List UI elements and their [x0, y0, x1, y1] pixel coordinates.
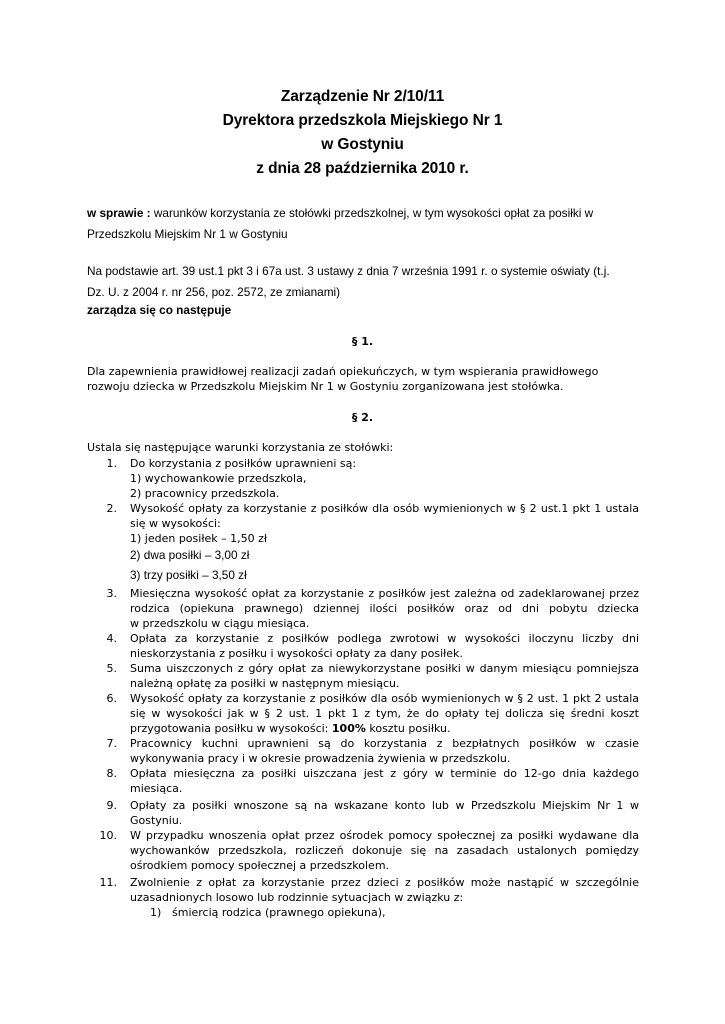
- list-subitem-number: 1): [150, 906, 162, 919]
- list-item-9-line: Opłaty za posiłki wnoszone są na wskazane konto lub w Przedszkolu Miejskim Nr 1 w: [130, 799, 639, 812]
- list-item-number: 9.: [106, 799, 117, 812]
- list-item-number: 3.: [106, 587, 117, 600]
- list-item-number: 11.: [99, 876, 117, 889]
- list-item-6-text: kosztu posiłku.: [365, 722, 451, 735]
- list-item-10-line: ośrodkiem pomocy społecznej a przedszkolem.: [130, 859, 390, 872]
- section-1-line-2: rozwoju dziecka w Przedszkolu Miejskim Nr 1 w Gostyniu zorganizowana jest stołówka.: [87, 380, 564, 393]
- list-item-3-line: Miesięczna wysokość opłat za korzystanie z posiłków jest zależna od zadeklarowanej przez: [130, 587, 639, 600]
- subject-line-1: [87, 206, 593, 220]
- section-1-heading: § 1.: [351, 335, 374, 348]
- list-subitem: 3) trzy posiłki – 3,50 zł: [130, 568, 247, 582]
- list-item-6-line: [130, 722, 451, 735]
- document-title-line-2: Dyrektora przedszkola Miejskiego Nr 1: [222, 112, 503, 129]
- section-1-line-1: Dla zapewnienia prawidłowej realizacji zadań opiekuńczych, w tym wspierania prawidłowego: [87, 365, 599, 378]
- list-item-2-line: się w wysokości:: [130, 517, 221, 530]
- list-subitem: śmiercią rodzica (prawnego opiekuna),: [172, 906, 386, 919]
- list-item-number: 4.: [106, 632, 117, 645]
- list-item-8-line: miesiąca.: [130, 782, 183, 795]
- list-item-10-line: wychowanków przedszkola, rozliczeń dokonuje się na zasadach ustalonych pomiędzy: [130, 844, 639, 857]
- document-title-line-1: Zarządzenie Nr 2/10/11: [280, 88, 445, 105]
- list-item-number: 2.: [106, 502, 117, 515]
- list-item-number: 1.: [106, 457, 117, 470]
- section-2-heading: § 2.: [351, 411, 374, 424]
- section-2-intro: Ustala się następujące warunki korzystania ze stołówki:: [87, 441, 394, 454]
- list-item-3-line: rodzica (opiekuna prawnego) dziennej ilości posiłków oraz od dni pobytu dziecka: [130, 602, 639, 615]
- list-item-4-line: Opłata za korzystanie z posiłków podlega zwrotowi w wysokości iloczynu liczby dni: [130, 632, 639, 645]
- subject-label: w sprawie :: [87, 206, 151, 220]
- list-item-7-line: Pracownicy kuchni uprawnieni są do korzystania z bezpłatnych posiłków w czasie: [130, 737, 639, 750]
- list-item-6-line: się w wysokości jak w § 2 ust. 1 pkt 1 z tym, że do opłaty tej dolicza się średni koszt: [130, 707, 639, 720]
- percent-value: 100%: [331, 722, 366, 735]
- list-item-5-line: należną opłatę za posiłki w następnym miesiącu.: [130, 677, 400, 690]
- list-subitem: 1) jeden posiłek – 1,50 zł: [130, 532, 267, 545]
- document-title-line-4: z dnia 28 października 2010 r.: [256, 160, 469, 177]
- subject-line-2: Przedszkolu Miejskim Nr 1 w Gostyniu: [87, 227, 288, 241]
- basis-line-1: Na podstawie art. 39 ust.1 pkt 3 i 67a ust. 3 ustawy z dnia 7 września 1991 r. o systemie oświaty (t.j.: [87, 264, 610, 278]
- list-item-11-line: Zwolnienie z opłat za korzystanie przez dzieci z posiłków może nastąpić w szczególnie: [130, 876, 639, 889]
- list-subitem: 1) wychowankowie przedszkola,: [130, 472, 307, 485]
- list-item-6-text: przygotowania posiłku w wysokości:: [130, 722, 332, 735]
- list-item-3-line: w przedszkolu w ciągu miesiąca.: [130, 617, 310, 630]
- basis-line-2: Dz. U. z 2004 r. nr 256, poz. 2572, ze zmianami): [87, 285, 341, 299]
- document-title-line-3: w Gostyniu: [321, 136, 404, 153]
- list-item-2-line: Wysokość opłaty za korzystanie z posiłków dla osób wymienionych w § 2 ust.1 pkt 1 ustala: [130, 502, 639, 515]
- list-item-1-line: Do korzystania z posiłków uprawnieni są:: [130, 457, 357, 470]
- list-item-9-line: Gostyniu.: [130, 814, 183, 827]
- list-item-11-line: uzasadnionych losowo lub rodzinnie sytuacjach w związku z:: [130, 891, 464, 904]
- list-item-10-line: W przypadku wnoszenia opłat przez ośrodek pomocy społecznej za posiłki wydawane dla: [130, 829, 639, 842]
- ordering-line: zarządza się co następuje: [87, 303, 232, 317]
- list-subitem: 2) dwa posiłki – 3,00 zł: [130, 548, 250, 562]
- list-subitem: 2) pracownicy przedszkola.: [130, 487, 280, 500]
- list-item-number: 6.: [106, 692, 117, 705]
- list-item-7-line: wykonywania pracy i w okresie prowadzenia żywienia w przedszkolu.: [130, 752, 511, 765]
- list-item-number: 7.: [106, 737, 117, 750]
- subject-text-1: warunków korzystania ze stołówki przedszkolnej, w tym wysokości opłat za posiłki w: [153, 206, 594, 220]
- list-item-6-line: Wysokość opłaty za korzystanie z posiłków dla osób wymienionych w § 2 ust. 1 pkt 2 ustala: [130, 692, 639, 705]
- list-item-4-line: nieskorzystania z posiłku i wysokości opłaty za dany posiłek.: [130, 647, 463, 660]
- list-item-5-line: Suma uiszczonych z góry opłat za niewykorzystane posiłki w danym miesiącu pomniejsza: [130, 662, 639, 675]
- list-item-number: 10.: [99, 829, 117, 842]
- list-item-number: 8.: [106, 767, 117, 780]
- list-item-number: 5.: [106, 662, 117, 675]
- list-item-8-line: Opłata miesięczna za posiłki uiszczana jest z góry w terminie do 12-go dnia każdego: [130, 767, 639, 780]
